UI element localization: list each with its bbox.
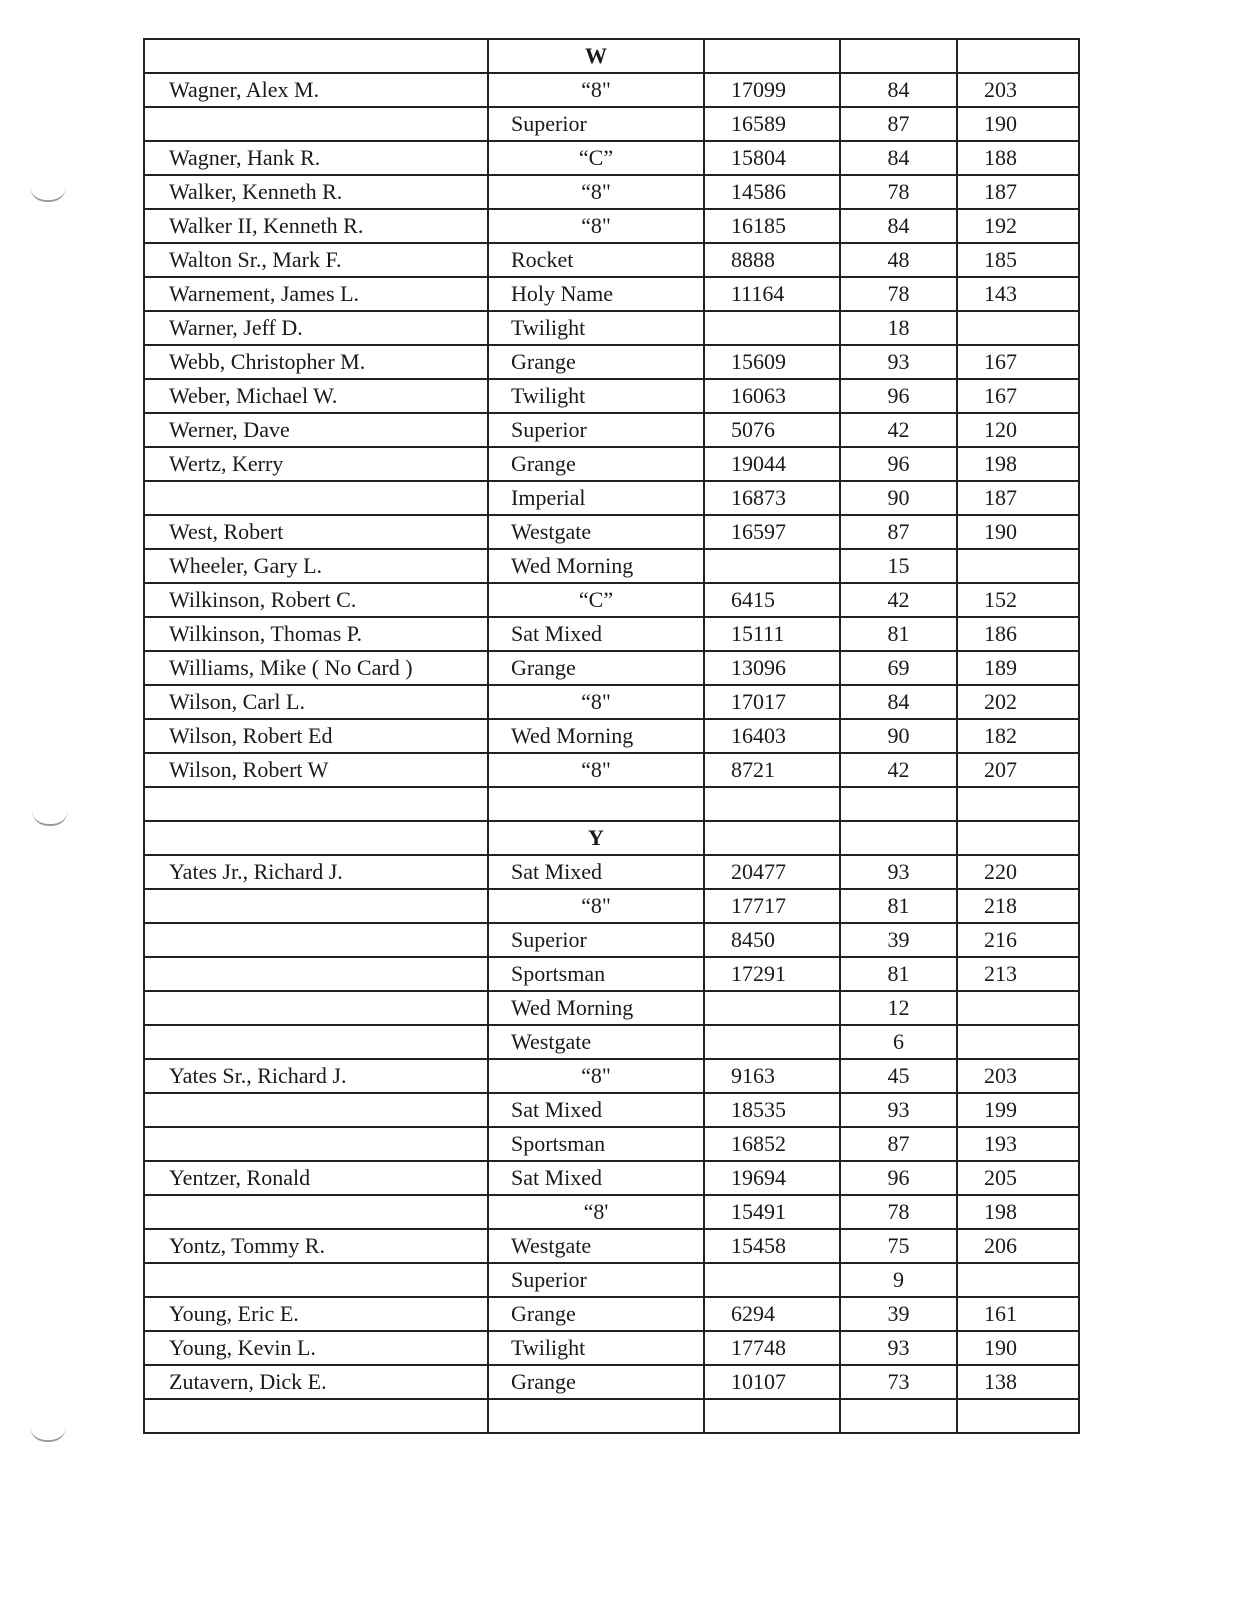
games-cell: 84 xyxy=(840,73,957,107)
average-cell: 198 xyxy=(957,447,1079,481)
average-cell: 193 xyxy=(957,1127,1079,1161)
average-cell: 207 xyxy=(957,753,1079,787)
average-cell: 190 xyxy=(957,515,1079,549)
games-cell: 96 xyxy=(840,447,957,481)
games-cell: 84 xyxy=(840,141,957,175)
games-cell: 81 xyxy=(840,957,957,991)
table-row xyxy=(144,209,1079,243)
average-cell: 185 xyxy=(957,243,1079,277)
table-row xyxy=(144,617,1079,651)
average-cell: 120 xyxy=(957,413,1079,447)
total-pins-cell xyxy=(704,1025,840,1059)
league-cell: Twilight xyxy=(488,1331,704,1365)
table-row xyxy=(144,787,1079,821)
table-row xyxy=(144,685,1079,719)
table-row xyxy=(144,651,1079,685)
league-cell: Grange xyxy=(488,1365,704,1399)
average-cell: 188 xyxy=(957,141,1079,175)
table-row xyxy=(144,957,1079,991)
table-row xyxy=(144,1297,1079,1331)
bowler-name-cell xyxy=(144,957,488,991)
league-cell: Grange xyxy=(488,447,704,481)
games-cell: 87 xyxy=(840,107,957,141)
league-cell: Rocket xyxy=(488,243,704,277)
total-pins-cell: 8450 xyxy=(704,923,840,957)
total-pins-cell: 19044 xyxy=(704,447,840,481)
total-pins-cell xyxy=(704,1263,840,1297)
league-cell: “8" xyxy=(488,889,704,923)
empty-cell xyxy=(840,39,957,73)
total-pins-cell: 17017 xyxy=(704,685,840,719)
table-row xyxy=(144,379,1079,413)
table-row xyxy=(144,243,1079,277)
average-cell: 152 xyxy=(957,583,1079,617)
table-row xyxy=(144,311,1079,345)
games-cell: 9 xyxy=(840,1263,957,1297)
games-cell: 84 xyxy=(840,685,957,719)
average-cell: 213 xyxy=(957,957,1079,991)
bowler-name-cell: Wagner, Hank R. xyxy=(144,141,488,175)
bowler-name-cell: Wilkinson, Thomas P. xyxy=(144,617,488,651)
bowler-name-cell: Walker II, Kenneth R. xyxy=(144,209,488,243)
league-cell: Superior xyxy=(488,1263,704,1297)
section-letter: Y xyxy=(488,821,704,855)
games-cell: 78 xyxy=(840,1195,957,1229)
games-cell: 90 xyxy=(840,481,957,515)
bowler-name-cell xyxy=(144,1263,488,1297)
league-cell: “8' xyxy=(488,1195,704,1229)
total-pins-cell: 16589 xyxy=(704,107,840,141)
bowler-name-cell: Yentzer, Ronald xyxy=(144,1161,488,1195)
league-cell: Sat Mixed xyxy=(488,617,704,651)
bowler-name-cell: Weber, Michael W. xyxy=(144,379,488,413)
bowler-name-cell xyxy=(144,1195,488,1229)
bowler-name-cell: Wertz, Kerry xyxy=(144,447,488,481)
table-row xyxy=(144,481,1079,515)
average-cell xyxy=(957,311,1079,345)
average-cell: 190 xyxy=(957,1331,1079,1365)
bowler-name-cell: Wagner, Alex M. xyxy=(144,73,488,107)
league-cell: “8" xyxy=(488,685,704,719)
average-cell: 186 xyxy=(957,617,1079,651)
games-cell: 93 xyxy=(840,1093,957,1127)
bowler-name-cell xyxy=(144,1127,488,1161)
average-cell: 202 xyxy=(957,685,1079,719)
table-row xyxy=(144,583,1079,617)
league-cell: “C” xyxy=(488,583,704,617)
table-row xyxy=(144,175,1079,209)
bowler-name-cell xyxy=(144,889,488,923)
games-cell: 78 xyxy=(840,175,957,209)
table-row xyxy=(144,345,1079,379)
league-cell: Grange xyxy=(488,1297,704,1331)
bowler-name-cell xyxy=(144,991,488,1025)
games-cell: 18 xyxy=(840,311,957,345)
league-cell: “C” xyxy=(488,141,704,175)
total-pins-cell xyxy=(704,311,840,345)
bowler-name-cell: Young, Eric E. xyxy=(144,1297,488,1331)
total-pins-cell xyxy=(704,991,840,1025)
average-cell: 203 xyxy=(957,73,1079,107)
bowler-name-cell: Walker, Kenneth R. xyxy=(144,175,488,209)
games-cell: 75 xyxy=(840,1229,957,1263)
average-cell: 143 xyxy=(957,277,1079,311)
league-cell: “8" xyxy=(488,753,704,787)
games-cell: 96 xyxy=(840,379,957,413)
league-cell: Westgate xyxy=(488,515,704,549)
games-cell: 39 xyxy=(840,1297,957,1331)
average-cell: 161 xyxy=(957,1297,1079,1331)
bowler-name-cell: Young, Kevin L. xyxy=(144,1331,488,1365)
total-pins-cell: 16185 xyxy=(704,209,840,243)
league-cell: Westgate xyxy=(488,1229,704,1263)
table-row xyxy=(144,889,1079,923)
games-cell xyxy=(840,1399,957,1433)
bowler-name-cell: Yates Jr., Richard J. xyxy=(144,855,488,889)
total-pins-cell: 17291 xyxy=(704,957,840,991)
table-row xyxy=(144,1399,1079,1433)
league-cell: “8" xyxy=(488,209,704,243)
bowler-name-cell: West, Robert xyxy=(144,515,488,549)
total-pins-cell: 19694 xyxy=(704,1161,840,1195)
total-pins-cell: 16597 xyxy=(704,515,840,549)
average-cell xyxy=(957,991,1079,1025)
league-cell: Westgate xyxy=(488,1025,704,1059)
average-cell: 192 xyxy=(957,209,1079,243)
games-cell: 69 xyxy=(840,651,957,685)
table-row xyxy=(144,141,1079,175)
games-cell: 15 xyxy=(840,549,957,583)
games-cell: 73 xyxy=(840,1365,957,1399)
games-cell: 90 xyxy=(840,719,957,753)
section-letter: W xyxy=(488,39,704,73)
table-row xyxy=(144,1161,1079,1195)
games-cell: 6 xyxy=(840,1025,957,1059)
punch-hole-mark-middle xyxy=(32,810,68,826)
punch-hole-mark-top xyxy=(30,186,66,202)
games-cell: 93 xyxy=(840,1331,957,1365)
bowler-name-cell: Wilson, Robert Ed xyxy=(144,719,488,753)
total-pins-cell: 9163 xyxy=(704,1059,840,1093)
total-pins-cell: 17717 xyxy=(704,889,840,923)
table-row xyxy=(144,1093,1079,1127)
league-cell: Grange xyxy=(488,651,704,685)
section-header-row xyxy=(144,39,1079,73)
average-cell: 138 xyxy=(957,1365,1079,1399)
bowler-name-cell: Walton Sr., Mark F. xyxy=(144,243,488,277)
total-pins-cell: 16403 xyxy=(704,719,840,753)
total-pins-cell: 15609 xyxy=(704,345,840,379)
table-row xyxy=(144,413,1079,447)
bowler-name-cell: Warner, Jeff D. xyxy=(144,311,488,345)
table-row xyxy=(144,73,1079,107)
average-cell xyxy=(957,787,1079,821)
games-cell: 93 xyxy=(840,345,957,379)
average-cell: 187 xyxy=(957,175,1079,209)
table-row xyxy=(144,1263,1079,1297)
empty-cell xyxy=(704,39,840,73)
total-pins-cell: 8721 xyxy=(704,753,840,787)
total-pins-cell: 15458 xyxy=(704,1229,840,1263)
bowler-name-cell xyxy=(144,107,488,141)
total-pins-cell: 16852 xyxy=(704,1127,840,1161)
total-pins-cell: 17099 xyxy=(704,73,840,107)
table-row xyxy=(144,991,1079,1025)
total-pins-cell xyxy=(704,1399,840,1433)
league-cell: Sat Mixed xyxy=(488,1161,704,1195)
average-cell: 216 xyxy=(957,923,1079,957)
games-cell: 45 xyxy=(840,1059,957,1093)
total-pins-cell: 14586 xyxy=(704,175,840,209)
games-cell: 87 xyxy=(840,515,957,549)
average-cell: 182 xyxy=(957,719,1079,753)
bowler-name-cell: Zutavern, Dick E. xyxy=(144,1365,488,1399)
total-pins-cell: 20477 xyxy=(704,855,840,889)
league-cell: Grange xyxy=(488,345,704,379)
average-cell xyxy=(957,1399,1079,1433)
bowler-name-cell xyxy=(144,1093,488,1127)
games-cell: 96 xyxy=(840,1161,957,1195)
total-pins-cell: 5076 xyxy=(704,413,840,447)
bowler-name-cell: Wilson, Carl L. xyxy=(144,685,488,719)
average-cell xyxy=(957,1025,1079,1059)
league-cell: Superior xyxy=(488,923,704,957)
league-cell: Twilight xyxy=(488,379,704,413)
total-pins-cell: 15111 xyxy=(704,617,840,651)
total-pins-cell: 17748 xyxy=(704,1331,840,1365)
bowler-name-cell: Williams, Mike ( No Card ) xyxy=(144,651,488,685)
average-cell: 167 xyxy=(957,345,1079,379)
league-cell: Sportsman xyxy=(488,1127,704,1161)
average-cell: 189 xyxy=(957,651,1079,685)
empty-cell xyxy=(957,821,1079,855)
table-row xyxy=(144,1127,1079,1161)
empty-cell xyxy=(704,821,840,855)
games-cell: 78 xyxy=(840,277,957,311)
empty-cell xyxy=(144,39,488,73)
total-pins-cell: 10107 xyxy=(704,1365,840,1399)
table-row xyxy=(144,719,1079,753)
average-cell: 220 xyxy=(957,855,1079,889)
total-pins-cell: 8888 xyxy=(704,243,840,277)
league-cell: Sat Mixed xyxy=(488,1093,704,1127)
table-row xyxy=(144,1331,1079,1365)
average-cell xyxy=(957,1263,1079,1297)
section-header-row xyxy=(144,821,1079,855)
roster-body xyxy=(144,39,1079,1433)
table-row xyxy=(144,923,1079,957)
bowler-name-cell xyxy=(144,787,488,821)
average-cell: 190 xyxy=(957,107,1079,141)
empty-cell xyxy=(957,39,1079,73)
total-pins-cell: 16873 xyxy=(704,481,840,515)
average-cell: 218 xyxy=(957,889,1079,923)
average-cell: 199 xyxy=(957,1093,1079,1127)
bowler-name-cell: Wilkinson, Robert C. xyxy=(144,583,488,617)
league-cell: “8" xyxy=(488,175,704,209)
league-cell: Sat Mixed xyxy=(488,855,704,889)
league-cell: Superior xyxy=(488,107,704,141)
games-cell: 81 xyxy=(840,617,957,651)
games-cell: 48 xyxy=(840,243,957,277)
total-pins-cell: 16063 xyxy=(704,379,840,413)
table-row xyxy=(144,515,1079,549)
empty-cell xyxy=(144,821,488,855)
bowler-name-cell: Wheeler, Gary L. xyxy=(144,549,488,583)
bowler-name-cell: Yontz, Tommy R. xyxy=(144,1229,488,1263)
total-pins-cell: 6294 xyxy=(704,1297,840,1331)
games-cell: 84 xyxy=(840,209,957,243)
table-row xyxy=(144,549,1079,583)
league-cell: “8" xyxy=(488,73,704,107)
bowler-name-cell: Werner, Dave xyxy=(144,413,488,447)
games-cell xyxy=(840,787,957,821)
league-cell xyxy=(488,1399,704,1433)
table-row xyxy=(144,1059,1079,1093)
league-cell: Imperial xyxy=(488,481,704,515)
average-cell xyxy=(957,549,1079,583)
total-pins-cell xyxy=(704,549,840,583)
games-cell: 42 xyxy=(840,583,957,617)
bowler-name-cell: Warnement, James L. xyxy=(144,277,488,311)
table-row xyxy=(144,107,1079,141)
games-cell: 93 xyxy=(840,855,957,889)
empty-cell xyxy=(840,821,957,855)
table-row xyxy=(144,277,1079,311)
games-cell: 42 xyxy=(840,413,957,447)
average-cell: 198 xyxy=(957,1195,1079,1229)
total-pins-cell: 13096 xyxy=(704,651,840,685)
bowler-name-cell: Wilson, Robert W xyxy=(144,753,488,787)
table-row xyxy=(144,1365,1079,1399)
games-cell: 87 xyxy=(840,1127,957,1161)
table-row xyxy=(144,855,1079,889)
punch-hole-mark-bottom xyxy=(30,1426,66,1442)
table-row xyxy=(144,1229,1079,1263)
bowler-name-cell: Webb, Christopher M. xyxy=(144,345,488,379)
games-cell: 39 xyxy=(840,923,957,957)
total-pins-cell: 11164 xyxy=(704,277,840,311)
games-cell: 42 xyxy=(840,753,957,787)
league-cell: Holy Name xyxy=(488,277,704,311)
total-pins-cell: 6415 xyxy=(704,583,840,617)
games-cell: 12 xyxy=(840,991,957,1025)
league-cell: Wed Morning xyxy=(488,719,704,753)
table-row xyxy=(144,447,1079,481)
average-cell: 203 xyxy=(957,1059,1079,1093)
bowler-roster-table xyxy=(143,38,1080,1434)
bowler-name-cell xyxy=(144,1399,488,1433)
table-row xyxy=(144,1195,1079,1229)
league-cell: “8" xyxy=(488,1059,704,1093)
total-pins-cell: 18535 xyxy=(704,1093,840,1127)
average-cell: 167 xyxy=(957,379,1079,413)
league-cell: Twilight xyxy=(488,311,704,345)
total-pins-cell: 15804 xyxy=(704,141,840,175)
table-row xyxy=(144,753,1079,787)
average-cell: 205 xyxy=(957,1161,1079,1195)
league-cell: Wed Morning xyxy=(488,549,704,583)
league-cell: Sportsman xyxy=(488,957,704,991)
average-cell: 206 xyxy=(957,1229,1079,1263)
average-cell: 187 xyxy=(957,481,1079,515)
bowler-name-cell xyxy=(144,1025,488,1059)
bowler-name-cell xyxy=(144,923,488,957)
total-pins-cell: 15491 xyxy=(704,1195,840,1229)
table-row xyxy=(144,1025,1079,1059)
league-cell xyxy=(488,787,704,821)
bowler-name-cell: Yates Sr., Richard J. xyxy=(144,1059,488,1093)
league-cell: Wed Morning xyxy=(488,991,704,1025)
league-cell: Superior xyxy=(488,413,704,447)
games-cell: 81 xyxy=(840,889,957,923)
total-pins-cell xyxy=(704,787,840,821)
bowler-name-cell xyxy=(144,481,488,515)
